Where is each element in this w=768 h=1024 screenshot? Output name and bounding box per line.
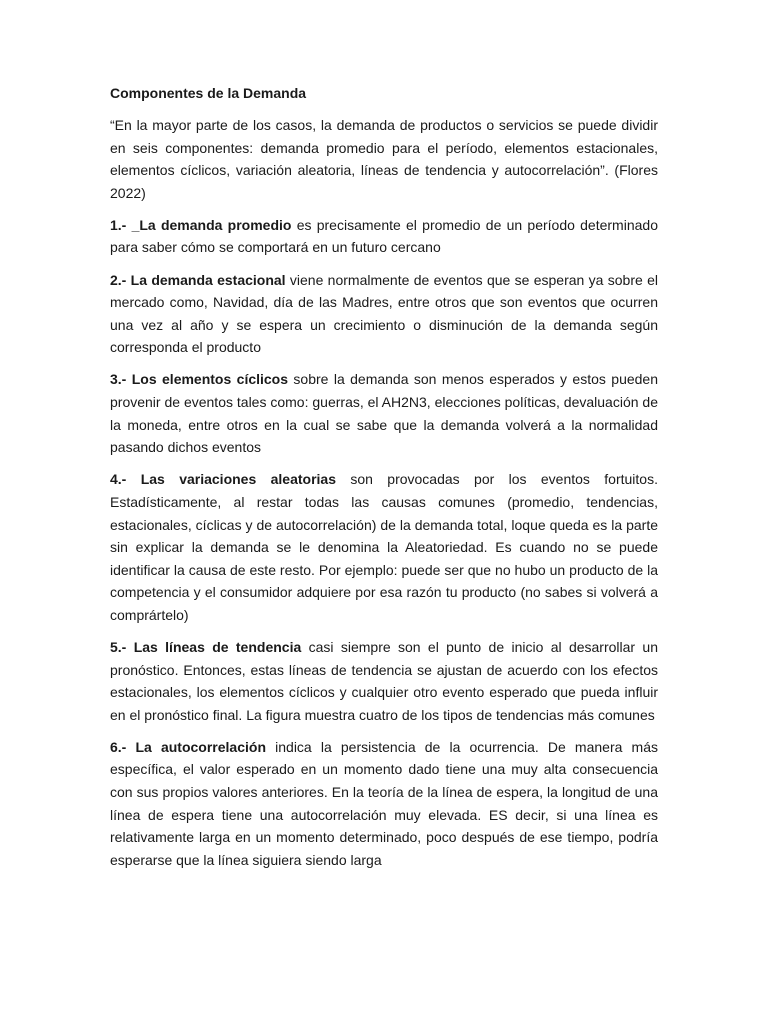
item-text: es precisamente el promedio de un período determinado para saber cómo se comportará en un futuro cercano [110, 216, 658, 256]
item-number: 6.- [110, 738, 127, 755]
item-text: son provocadas por los eventos fortuitos. Estadísticamente, al restar todas las causas comunes (promedio, tendencias, estacionales, cíclicas y de autocorrelación) de la demanda total, loque queda es la parte sin explicar la demanda se le denomina la Aleatoriedad. Es cuando no se puede identificar la causa de este resto. Por ejemplo: puede ser que no hubo un producto de la competencia y el consumidor adquiere por esa razón tu producto (no sabes si volverá a comprártelo) [110, 471, 658, 623]
intro-paragraph: “En la mayor parte de los casos, la demanda de productos o servicios se puede dividir en seis componentes: demanda promedio para el período, elementos estacionales, elementos cíclicos, variación aleatoria, líneas de tendencia y autocorrelación”. (Flores 2022) [110, 117, 658, 201]
item-number: 1.- [110, 216, 127, 233]
item-number: 2.- [110, 271, 127, 288]
list-item [110, 468, 658, 626]
item-number: 3.- [110, 371, 127, 388]
item-label: La autocorrelación [126, 738, 266, 755]
item-label: Las líneas de tendencia [126, 638, 302, 655]
document-page [110, 84, 658, 881]
page-title: Componentes de la Demanda [110, 85, 307, 101]
list-item [110, 736, 658, 872]
list-item [110, 368, 658, 458]
list-item [110, 636, 658, 726]
item-text: sobre la demanda son menos esperados y estos pueden provenir de eventos tales como: guerras, el AH2N3, elecciones políticas, devaluación de la moneda, entre otros en la cual se sabe que la demanda volverá a la normalidad pasando dichos eventos [110, 371, 659, 456]
item-text: viene normalmente de eventos que se esperan ya sobre el mercado como, Navidad, día de las Madres, entre otros que son eventos que ocurren una vez al año y se espera un crecimiento o disminución de la demanda según corresponda el producto [110, 271, 658, 356]
item-number: 4.- [110, 471, 127, 488]
item-label: Las variaciones aleatorias [126, 471, 336, 488]
list-item [110, 269, 658, 359]
item-text: casi siempre son el punto de inicio al desarrollar un pronóstico. Entonces, estas líneas de tendencia se ajustan de acuerdo con los efectos estacionales, los elementos cíclicos y cualquier otro evento esperado que pueda influir en el pronóstico final. La figura muestra cuatro de los tipos de tendencias más comunes [110, 638, 659, 723]
item-number: 5.- [110, 638, 127, 655]
item-label: _La demanda promedio [126, 216, 292, 233]
list-item [110, 214, 658, 259]
item-label: Los elementos cíclicos [126, 371, 289, 388]
item-label: La demanda estacional [126, 271, 286, 288]
item-text: indica la persistencia de la ocurrencia. De manera más específica, el valor esperado en un momento dado tiene una muy alta consecuencia con sus propios valores anteriores. En la teoría de la línea de espera, la longitud de una línea de espera tiene una autocorrelación muy elevada. ES decir, si una línea es relativamente larga en un momento determinado, poco después de ese tiempo, podría esperarse que la línea siguiera siendo larga [110, 738, 658, 868]
